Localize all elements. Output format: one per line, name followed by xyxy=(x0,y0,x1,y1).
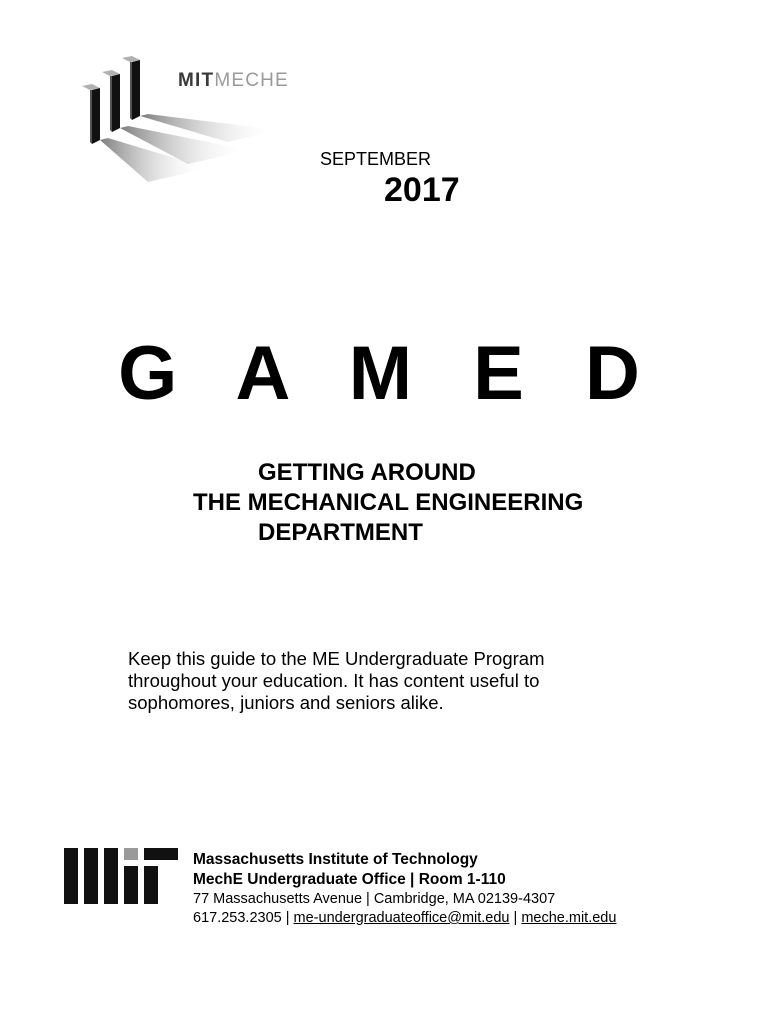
subtitle-line-3: DEPARTMENT xyxy=(258,519,423,546)
logo-text-meche: MECHE xyxy=(214,70,289,91)
mit-logo xyxy=(64,848,178,904)
footer-email-link[interactable]: me-undergraduateoffice@mit.edu xyxy=(293,910,510,926)
footer-separator: | xyxy=(281,910,294,926)
meche-logo-wordmark xyxy=(178,70,289,92)
footer-website-link[interactable]: meche.mit.edu xyxy=(521,910,617,926)
subtitle-line-1: GETTING AROUND xyxy=(258,459,476,486)
issue-month: SEPTEMBER xyxy=(320,149,432,169)
footer-office: MechE Undergraduate Office | Room 1-110 xyxy=(193,871,506,888)
logo-text-mit: MIT xyxy=(178,70,215,91)
intro-line-3: sophomores, juniors and seniors alike. xyxy=(128,692,444,713)
issue-year: 2017 xyxy=(384,171,460,209)
footer-phone: 617.253.2305 xyxy=(193,910,282,926)
intro-line-2: throughout your education. It has content useful to xyxy=(128,670,540,691)
footer-separator: | xyxy=(509,910,522,926)
subtitle-line-2: THE MECHANICAL ENGINEERING xyxy=(193,489,584,516)
footer-address: 77 Massachusetts Avenue | Cambridge, MA 02139-4307 xyxy=(193,891,556,907)
intro-line-1: Keep this guide to the ME Undergraduate Program xyxy=(128,648,545,669)
document-title: G A M E D xyxy=(118,331,660,416)
footer-institute: Massachusetts Institute of Technology xyxy=(193,851,478,868)
footer-contact xyxy=(193,908,616,928)
